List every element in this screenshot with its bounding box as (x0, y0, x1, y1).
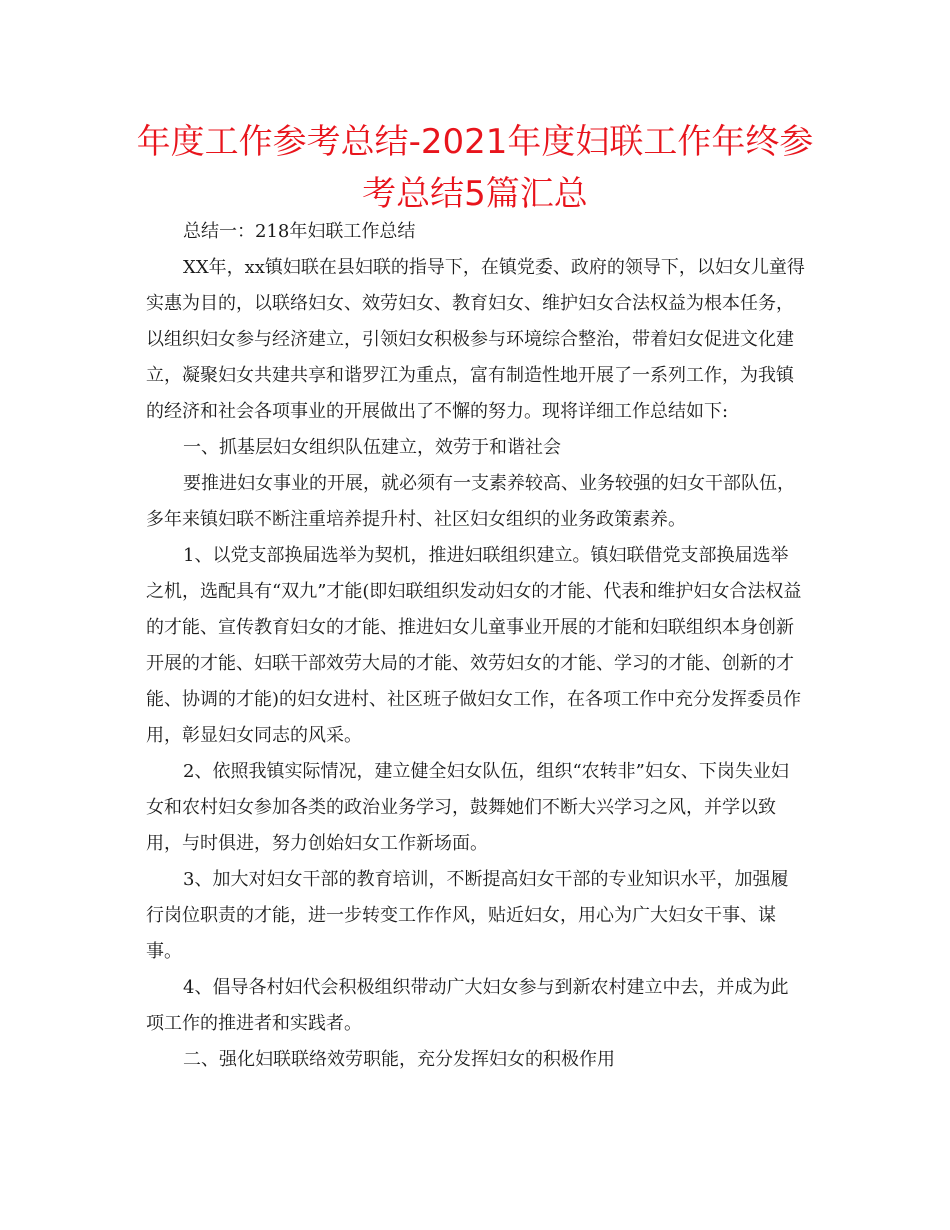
paragraph: 4、倡导各村妇代会积极组织带动广大妇女参与到新农村建立中去，并成为此项工作的推进者和实践者。 (146, 977, 789, 1034)
paragraph: 3、加大对妇女干部的教育培训，不断提高妇女干部的专业知识水平，加强履行岗位职责的才能，进一步转变工作作风，贴近妇女，用心为广大妇女干事、谋事。 (146, 869, 789, 962)
section-heading: 一、抓基层妇女组织队伍建立，效劳于和谐社会 (183, 437, 561, 458)
document-title: 年度工作参考总结-2021年度妇联工作年终参考总结5篇汇总 (136, 122, 814, 214)
paragraph: 1、以党支部换届选举为契机，推进妇联组织建立。镇妇联借党支部换届选举之机，选配具有“双九”才能(即妇联组织发动妇女的才能、代表和维护妇女合法权益的才能、宣传教育妇女的才能、推进妇女儿童事业开展的才能和妇联组织本身创新开展的才能、妇联干部效劳大局的才能、效劳妇女的才能、学习的才能、创新的才能、协调的才能)的妇女进村、社区班子做妇女工作，在各项工作中充分发挥委员作用，彰显妇女同志的风采。 (146, 545, 802, 746)
section-heading: 二、强化妇联联络效劳职能，充分发挥妇女的积极作用 (183, 1049, 615, 1070)
document-body (146, 214, 806, 1078)
paragraph: 2、依照我镇实际情况，建立健全妇女队伍，组织“农转非”妇女、下岗失业妇女和农村妇女参加各类的政治业务学习，鼓舞她们不断大兴学习之风，并学以致用，与时俱进，努力创始妇女工作新场面。 (146, 761, 789, 854)
paragraph: 要推进妇女事业的开展，就必须有一支素养较高、业务较强的妇女干部队伍，多年来镇妇联不断注重培养提升村、社区妇女组织的业务政策素养。 (146, 473, 795, 530)
section-heading: 总结一：218年妇联工作总结 (183, 221, 416, 242)
paragraph: XX年，xx镇妇联在县妇联的指导下，在镇党委、政府的领导下，以妇女儿童得实惠为目的，以联络妇女、效劳妇女、教育妇女、维护妇女合法权益为根本任务，以组织妇女参与经济建立，引领妇女积极参与环境综合整治，带着妇女促进文化建立，凝聚妇女共建共享和谐罗江为重点，富有制造性地开展了一系列工作，为我镇的经济和社会各项事业的开展做出了不懈的努力。现将详细工作总结如下: (146, 257, 805, 422)
